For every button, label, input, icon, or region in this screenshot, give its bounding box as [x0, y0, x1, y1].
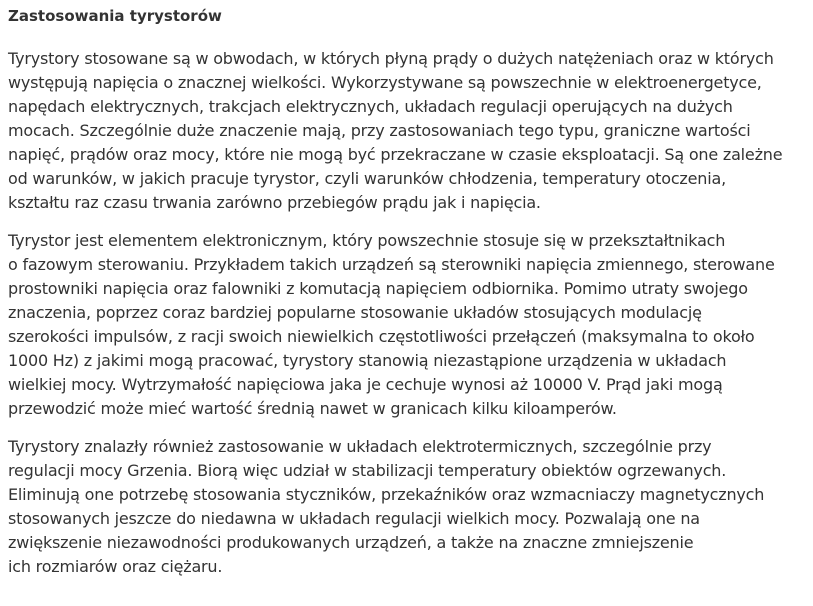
text-line: Tyrystor jest elementem elektronicznym, który powszechnie stosuje się w przekształtnikach: [8, 231, 726, 250]
text-line: znaczenia, poprzez coraz bardziej popularne stosowanie układów stosujących modulację: [8, 303, 702, 322]
text-line: Tyrystory znalazły również zastosowanie w układach elektrotermicznych, szczególnie przy: [8, 437, 712, 456]
text-line: ich rozmiarów oraz ciężaru.: [8, 557, 223, 576]
paragraph-3: [8, 435, 813, 579]
text-line: Eliminują one potrzebę stosowania styczników, przekaźników oraz wzmacniaczy magnetycznych: [8, 485, 765, 504]
text-line: zwiększenie niezawodności produkowanych urządzeń, a także na znaczne zmniejszenie: [8, 533, 694, 552]
text-line: regulacji mocy Grzenia. Biorą więc udział w stabilizacji temperatury obiektów ogrzewanych.: [8, 461, 727, 480]
text-line: przewodzić może mieć wartość średnią nawet w granicach kilku kiloamperów.: [8, 399, 617, 418]
text-line: Tyrystory stosowane są w obwodach, w których płyną prądy o dużych natężeniach oraz w których: [8, 49, 774, 68]
text-line: prostowniki napięcia oraz falowniki z komutacją napięciem odbiornika. Pomimo utraty swojego: [8, 279, 748, 298]
text-line: mocach. Szczególnie duże znaczenie mają, przy zastosowaniach tego typu, graniczne wartości: [8, 121, 751, 140]
paragraph-2: [8, 229, 813, 421]
text-line: występują napięcia o znacznej wielkości. Wykorzystywane są powszechnie w elektroenergetyce,: [8, 73, 762, 92]
text-line: o fazowym sterowaniu. Przykładem takich urządzeń są sterowniki napięcia zmiennego, sterowane: [8, 255, 775, 274]
text-line: stosowanych jeszcze do niedawna w układach regulacji wielkich mocy. Pozwalają one na: [8, 509, 700, 528]
text-line: szerokości impulsów, z racji swoich niewielkich częstotliwości przełączeń (maksymalna to około: [8, 327, 755, 346]
article-title: Zastosowania tyrystorów: [8, 7, 222, 25]
text-line: napięć, prądów oraz mocy, które nie mogą być przekraczane w czasie eksploatacji. Są one zależne: [8, 145, 783, 164]
text-line: kształtu raz czasu trwania zarówno przebiegów prądu jak i napięcia.: [8, 193, 541, 212]
text-line: wielkiej mocy. Wytrzymałość napięciowa jaka je cechuje wynosi aż 10000 V. Prąd jaki mogą: [8, 375, 723, 394]
text-line: od warunków, w jakich pracuje tyrystor, czyli warunków chłodzenia, temperatury otoczenia,: [8, 169, 726, 188]
text-line: 1000 Hz) z jakimi mogą pracować, tyrystory stanowią niezastąpione urządzenia w układach: [8, 351, 727, 370]
paragraph-1: [8, 47, 813, 215]
text-line: napędach elektrycznych, trakcjach elektrycznych, układach regulacji operujących na dużych: [8, 97, 733, 116]
